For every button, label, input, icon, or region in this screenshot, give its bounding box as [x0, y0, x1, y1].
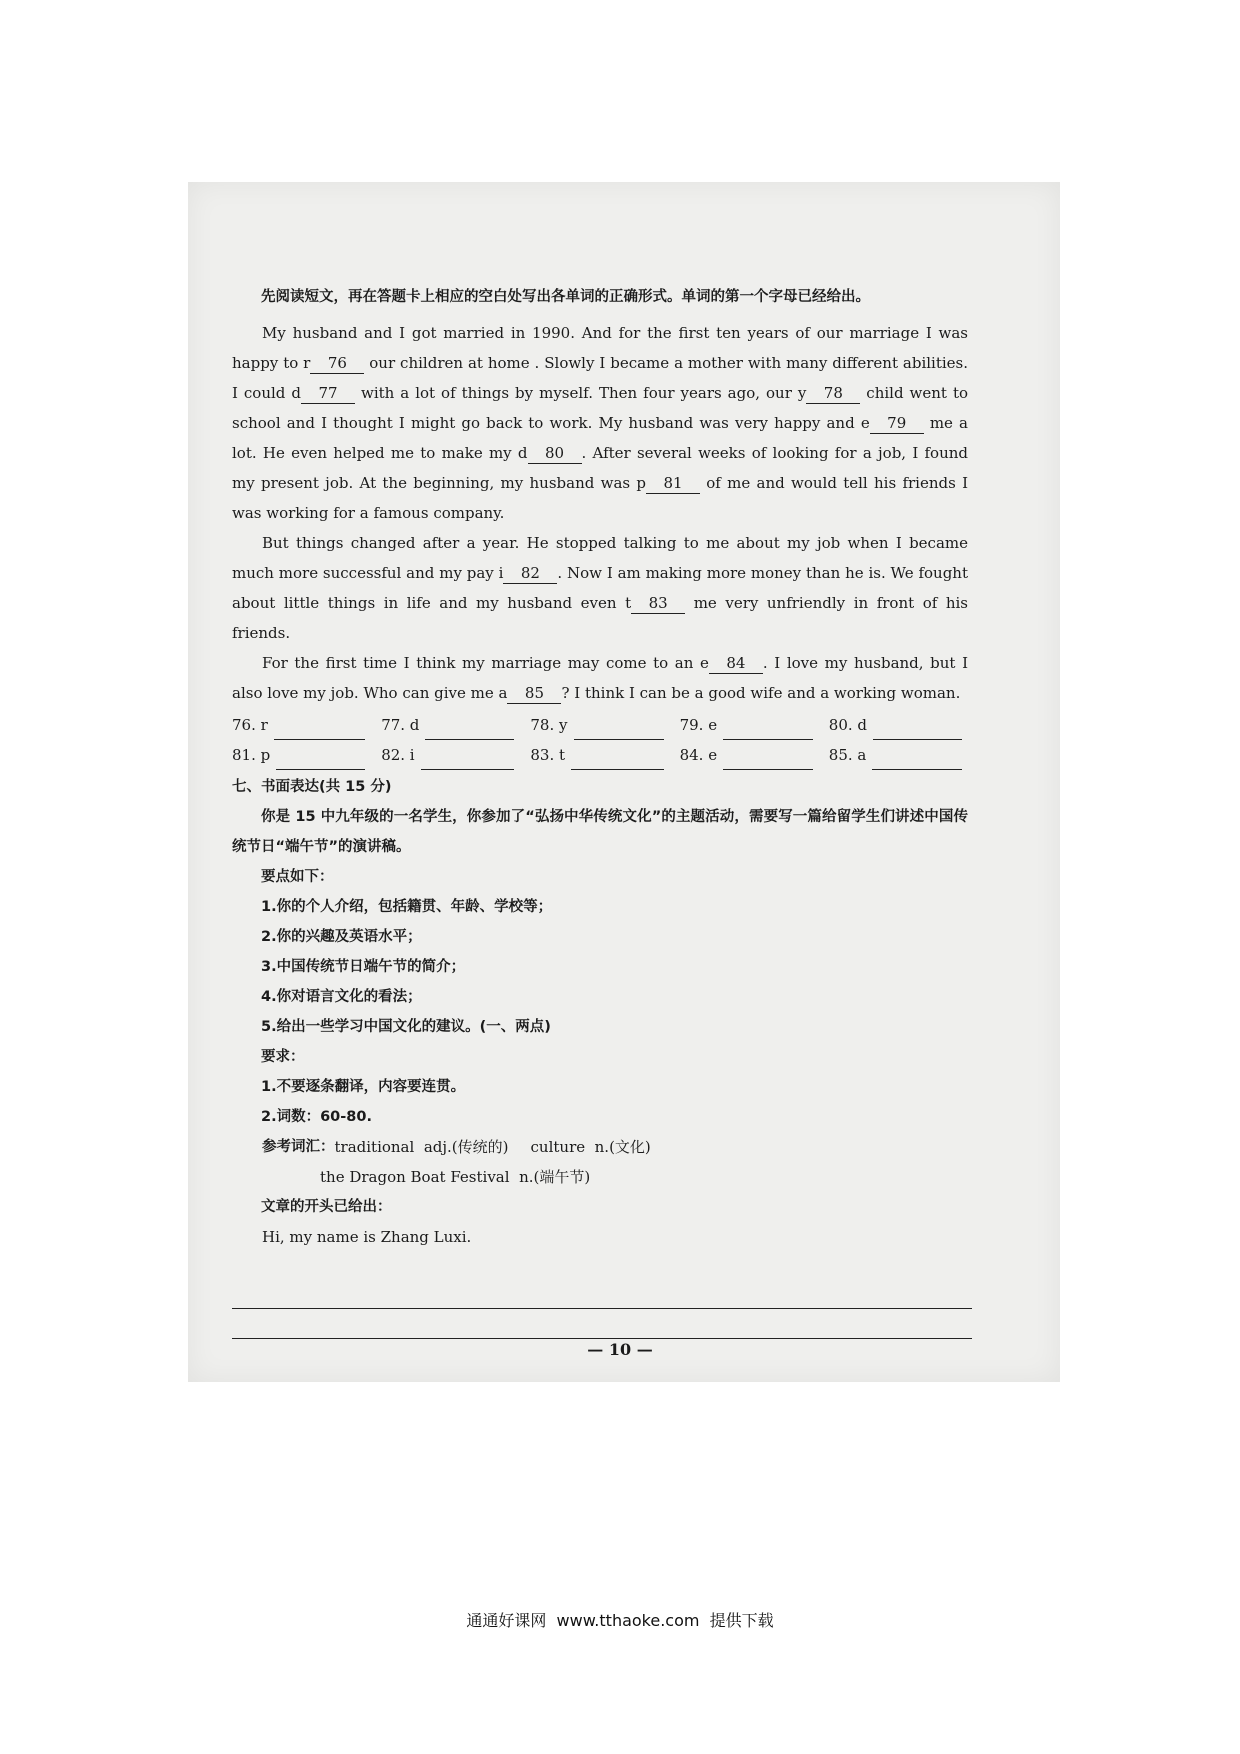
exam-content: [232, 282, 968, 1252]
blank-76: 76: [310, 353, 364, 374]
writing-line: [232, 1338, 972, 1339]
answer-line: [276, 749, 365, 770]
blank-85: 85: [507, 683, 561, 704]
footer-text: 通通好课网 www.tthaoke.com 提供下载: [466, 1611, 774, 1630]
blank-77: 77: [301, 383, 355, 404]
answer-line: [872, 749, 962, 770]
passage-text: ? I think I can be a good wife and a working woman.: [561, 684, 961, 702]
passage-text: our children at home . Slowly I became a mother with many different abilities. I could d: [232, 354, 969, 402]
requirement-item: 1.不要逐条翻译，内容要连贯。: [261, 1079, 466, 1095]
answer-78: [530, 710, 669, 740]
passage-paragraph-1: [232, 318, 968, 528]
passage-text: . I love my husband, but I also love my job. Who can give me a: [232, 654, 968, 702]
passage-paragraph-2: [232, 528, 968, 648]
answer-label: 83. t: [530, 746, 566, 764]
answer-label: 82. i: [381, 746, 415, 764]
blank-81: 81: [646, 473, 700, 494]
point-item: 5.给出一些学习中国文化的建议。(一、两点): [261, 1019, 551, 1035]
blank-79: 79: [870, 413, 924, 434]
answer-label: 76. r: [232, 716, 268, 734]
answer-line: [571, 749, 664, 770]
answer-84: [680, 740, 819, 770]
answer-lines: [232, 710, 968, 770]
blank-83: 83: [631, 593, 685, 614]
answer-line: [723, 719, 813, 740]
vocab-item: the Dragon Boat Festival n.(端午节): [320, 1168, 591, 1186]
answer-81: [232, 740, 371, 770]
answer-82: [381, 740, 520, 770]
passage-text: of me and would tell his friends I was working for a famous company.: [232, 474, 969, 522]
passage-text: My husband and I got married in 1990. And for the first ten years of our marriage I was happy to r: [232, 324, 968, 372]
instructions: 先阅读短文，再在答题卡上相应的空白处写出各单词的正确形式。单词的第一个字母已经给出。: [261, 289, 870, 305]
point-item: 4.你对语言文化的看法；: [261, 989, 422, 1005]
section-heading: 七、书面表达(共 15 分): [232, 779, 392, 795]
answer-79: [680, 710, 819, 740]
blank-82: 82: [503, 563, 557, 584]
answer-label: 77. d: [381, 716, 420, 734]
requirements-label: 要求：: [261, 1049, 305, 1065]
vocab-item: culture n.(文化): [530, 1138, 651, 1156]
start-text: Hi, my name is Zhang Luxi.: [262, 1228, 472, 1246]
answer-label: 81. p: [232, 746, 271, 764]
vocab-row: [232, 1132, 968, 1162]
answer-83: [530, 740, 669, 770]
answer-label: 80. d: [828, 716, 868, 734]
passage-text: For the first time I think my marriage may come to an e: [262, 654, 709, 672]
passage-text: . After several weeks of looking for a job, I found my present job. At the beginning, my husband was p: [232, 444, 968, 492]
start-label: 文章的开头已给出：: [261, 1199, 392, 1215]
writing-line: [232, 1308, 972, 1309]
answer-85: [829, 740, 968, 770]
point-item: 3.中国传统节日端午节的简介；: [261, 959, 466, 975]
vocab-label: 参考词汇：: [262, 1139, 335, 1155]
answer-76: [232, 710, 371, 740]
points-label: 要点如下：: [261, 869, 334, 885]
page-number: — 10 —: [587, 1340, 653, 1359]
answer-line: [421, 749, 515, 770]
answer-80: [829, 710, 968, 740]
passage-text: me a lot. He even helped me to make my d: [232, 414, 968, 462]
answer-label: 79. e: [679, 716, 718, 734]
answer-line: [574, 719, 664, 740]
answer-label: 78. y: [530, 716, 568, 734]
answer-line: [274, 719, 365, 740]
passage-text: . Now I am making more money than he is. We fought about little things in life and my husband even t: [232, 564, 968, 612]
answer-line: [723, 749, 813, 770]
point-item: 2.你的兴趣及英语水平；: [261, 929, 422, 945]
answer-label: 85. a: [828, 746, 867, 764]
answer-label: 84. e: [679, 746, 718, 764]
answer-line: [425, 719, 514, 740]
answer-77: [381, 710, 520, 740]
writing-task: 你是 15 中九年级的一名学生，你参加了“弘扬中华传统文化”的主题活动，需要写一篇给留学生们讲述中国传统节日“端午节”的演讲稿。: [232, 809, 968, 855]
point-item: 1.你的个人介绍，包括籍贯、年龄、学校等；: [261, 899, 553, 915]
passage-text: with a lot of things by myself. Then four years ago, our y: [355, 384, 807, 402]
blank-78: 78: [806, 383, 860, 404]
requirement-item: 2.词数：60-80.: [261, 1109, 372, 1125]
vocab-item: traditional adj.(传统的): [334, 1138, 509, 1156]
blank-84: 84: [709, 653, 763, 674]
passage-paragraph-3: [232, 648, 968, 708]
blank-80: 80: [528, 443, 582, 464]
passage-text: child went to school and I thought I might go back to work. My husband was very happy and e: [232, 384, 968, 432]
answer-line: [873, 719, 962, 740]
passage-text: me very unfriendly in front of his friends.: [232, 594, 968, 642]
passage-text: But things changed after a year. He stopped talking to me about my job when I became much more successful and my pay i: [232, 534, 968, 582]
